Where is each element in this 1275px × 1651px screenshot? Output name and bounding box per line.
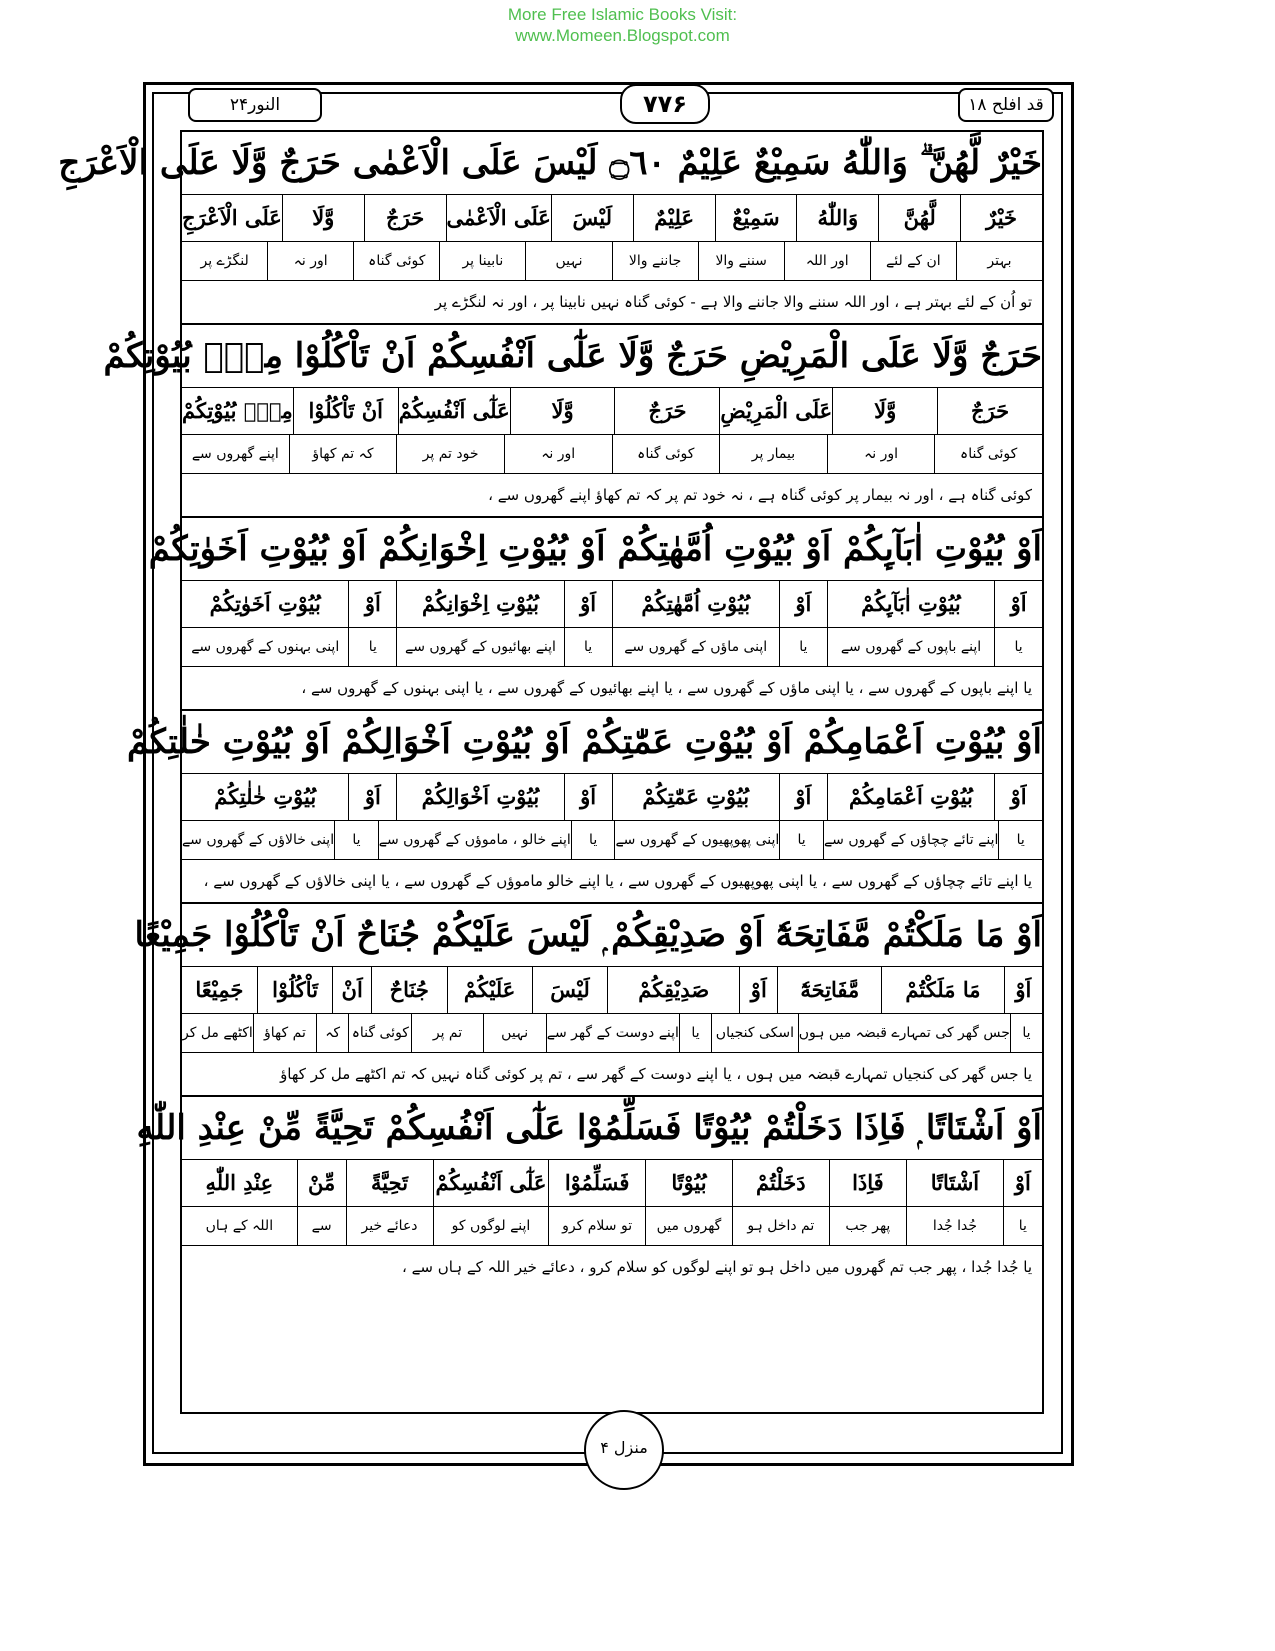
- arabic-word: بُيُوْتِ اِخْوَانِكُمْ: [396, 581, 563, 627]
- word-row: [182, 967, 1042, 1014]
- verse-block-6: [136, 1097, 1042, 1288]
- urdu-meaning: اپنے دوست کے گھر سے: [546, 1014, 679, 1052]
- arabic-word: خَيْرٌ: [960, 195, 1042, 241]
- meaning-row: [182, 1014, 1042, 1053]
- urdu-meaning: اپنے گھروں سے: [191, 446, 279, 462]
- arabic-word: وَاللّٰهُ: [796, 195, 878, 241]
- arabic-word: اَوْ: [348, 774, 396, 820]
- urdu-meaning: یا: [779, 821, 823, 859]
- urdu-meaning: تم پر: [411, 1014, 482, 1052]
- arabic-word: بُيُوْتِ عَمّٰتِكُمْ: [612, 774, 779, 820]
- arabic-word: لَيْسَ: [551, 195, 633, 241]
- urdu-meaning: کوئی گناہ: [934, 435, 1042, 473]
- urdu-meaning: یا: [334, 821, 378, 859]
- manzil-marker: منزل ۴: [584, 1410, 664, 1490]
- verse-block-3: [148, 518, 1042, 711]
- arabic-verse-line: اَوْ مَا مَلَكْتُمْ مَّفَاتِحَهٗٓ اَوْ صَدِيْقِكُمْ ۭ لَيْسَ عَلَيْكُمْ جُنَاحٌ اَنْ تَاْكُلُوْا جَمِيْعًا: [182, 904, 1042, 967]
- urdu-meaning: اپنے خالو ، ماموؤں کے گھروں سے: [378, 821, 571, 859]
- arabic-word: اَوْ: [994, 581, 1042, 627]
- watermark-line-2: www.Momeen.Blogspot.com: [515, 26, 730, 45]
- arabic-word: اَوْ: [739, 967, 777, 1013]
- urdu-meaning: گھروں میں: [645, 1207, 732, 1245]
- page-number: ۷۷۶: [620, 84, 710, 124]
- arabic-word: عَلَى الْمَرِيْضِ: [719, 388, 832, 434]
- arabic-word: اَشْتَاتًا: [906, 1160, 1003, 1206]
- arabic-word: اَوْ: [1003, 1160, 1042, 1206]
- verse-table: [58, 130, 1044, 1414]
- arabic-verse-line: خَيْرٌ لَّهُنَّ ۗ وَاللّٰهُ سَمِيْعٌ عَلِيْمٌ ۝٦٠ لَيْسَ عَلَى الْاَعْمٰى حَرَجٌ وَّلَا عَلَى الْاَعْرَجِ: [182, 132, 1042, 195]
- arabic-word: اَوْ: [1004, 967, 1042, 1013]
- urdu-meaning: تم کھاؤ: [253, 1014, 316, 1052]
- urdu-meaning: یا: [994, 628, 1042, 666]
- urdu-meaning: اپنے تائے چچاؤں کے گھروں سے: [823, 821, 998, 859]
- arabic-word: فَاِذَا: [829, 1160, 907, 1206]
- arabic-word: اَوْ: [779, 774, 827, 820]
- urdu-meaning: اپنی پھوپھیوں کے گھروں سے: [614, 821, 779, 859]
- urdu-meaning: سننے والا: [698, 242, 784, 280]
- meaning-row: [182, 435, 1042, 474]
- urdu-translation: کوئی گناہ ہے ، اور نہ بیمار پر کوئی گناہ ہے ، نہ خود تم پر کہ تم کھاؤ اپنے گھروں سے ،: [488, 486, 1032, 504]
- arabic-word: عَلٰٓى اَنْفُسِكُمْ: [433, 1160, 549, 1206]
- urdu-meaning: یا: [1003, 1207, 1042, 1245]
- arabic-word: تَاْكُلُوْا: [257, 967, 333, 1013]
- arabic-word: اَوْ: [994, 774, 1042, 820]
- urdu-meaning: تم داخل ہو: [732, 1207, 829, 1245]
- urdu-meaning: کہ تم کھاؤ: [289, 435, 397, 473]
- arabic-word: جَمِيْعًا: [195, 977, 244, 1002]
- arabic-word: تَحِيَّةً: [346, 1160, 433, 1206]
- arabic-word: عَلِيْمٌ: [633, 195, 715, 241]
- meaning-row: [182, 821, 1042, 860]
- urdu-meaning: اپنی بہنوں کے گھروں سے: [191, 639, 340, 655]
- arabic-word: اَوْ: [564, 774, 612, 820]
- urdu-meaning: اپنی ماؤں کے گھروں سے: [612, 628, 779, 666]
- meaning-row: [182, 628, 1042, 667]
- urdu-meaning: اپنی خالاؤں کے گھروں سے: [181, 832, 335, 848]
- arabic-word: لَّهُنَّ: [878, 195, 960, 241]
- urdu-meaning: اور نہ: [504, 435, 612, 473]
- urdu-meaning: کہ: [316, 1014, 348, 1052]
- word-row: [182, 1160, 1042, 1207]
- verse-block-2: [103, 325, 1042, 518]
- arabic-word: حَرَجٌ: [364, 195, 446, 241]
- arabic-word: دَخَلْتُمْ: [732, 1160, 829, 1206]
- arabic-verse-line: اَوْ بُيُوْتِ اَعْمَامِكُمْ اَوْ بُيُوْتِ عَمّٰتِكُمْ اَوْ بُيُوْتِ اَخْوَالِكُمْ اَوْ بُيُوْتِ خٰلٰتِكُمْ: [182, 711, 1042, 774]
- arabic-word: مِّنْ: [297, 1160, 346, 1206]
- arabic-word: اَنْ تَاْكُلُوْا: [293, 388, 398, 434]
- arabic-word: لَيْسَ: [532, 967, 608, 1013]
- meaning-row: [182, 242, 1042, 281]
- urdu-meaning: بہتر: [956, 242, 1042, 280]
- urdu-meaning: جُدا جُدا: [906, 1207, 1003, 1245]
- arabic-word: عِنْدِ اللّٰهِ: [205, 1170, 274, 1195]
- urdu-meaning: نہیں: [525, 242, 611, 280]
- urdu-translation: تو اُن کے لئے بہتر ہے ، اور اللہ سننے والا جاننے والا ہے - کوئی گناہ نہیں نابینا پر ، اور نہ لنگڑے پر: [434, 293, 1032, 311]
- urdu-meaning: اپنے بھائیوں کے گھروں سے: [396, 628, 563, 666]
- urdu-translation: یا جس گھر کی کنجیاں تمہارے قبضہ میں ہوں ، یا اپنے دوست کے گھر سے ، تم پر کوئی گناہ نہیں کہ تم اکٹھے مل کر کھاؤ: [280, 1065, 1032, 1083]
- arabic-word: بُيُوْتِ اَعْمَامِكُمْ: [827, 774, 994, 820]
- urdu-meaning: کوئی گناہ: [612, 435, 720, 473]
- arabic-word: عَلٰٓى اَنْفُسِكُمْ: [398, 388, 510, 434]
- urdu-meaning: اپنے باپوں کے گھروں سے: [827, 628, 994, 666]
- arabic-word: مَا مَلَكْتُمْ: [881, 967, 1003, 1013]
- urdu-meaning: اسکی کنجیاں: [711, 1014, 798, 1052]
- urdu-meaning: جس گھر کی تمہارے قبضہ میں ہوں: [798, 1014, 1010, 1052]
- arabic-word: وَّلَا: [282, 195, 364, 241]
- arabic-word: مِنْۢ بُيُوْتِكُمْ: [181, 398, 293, 423]
- urdu-meaning: بیمار پر: [719, 435, 827, 473]
- arabic-word: مَّفَاتِحَهٗٓ: [777, 967, 881, 1013]
- arabic-word: صَدِيْقِكُمْ: [607, 967, 739, 1013]
- arabic-word: فَسَلِّمُوْا: [548, 1160, 645, 1206]
- arabic-word: بُيُوْتِ اُمَّهٰتِكُمْ: [612, 581, 779, 627]
- arabic-word: بُيُوْتِ اَخَوٰتِكُمْ: [209, 591, 321, 616]
- verse-block-5: [134, 904, 1042, 1097]
- urdu-meaning: تو سلام کرو: [548, 1207, 645, 1245]
- meaning-row: [182, 1207, 1042, 1246]
- urdu-meaning: ان کے لئے: [870, 242, 956, 280]
- urdu-meaning: یا: [779, 628, 827, 666]
- surah-name-badge: النور۲۴: [188, 88, 322, 122]
- urdu-meaning: نابینا پر: [439, 242, 525, 280]
- arabic-word: عَلَى الْاَعْمٰى: [446, 195, 551, 241]
- arabic-word: اَوْ: [348, 581, 396, 627]
- watermark-line-1: More Free Islamic Books Visit:: [507, 5, 738, 24]
- urdu-translation: یا اپنے تائے چچاؤں کے گھروں سے ، یا اپنی پھوپھیوں کے گھروں سے ، یا اپنے خالو ماموؤں کے گھروں سے ، یا اپنی خالاؤں کے گھروں سے ،: [203, 872, 1032, 890]
- urdu-meaning: یا: [679, 1014, 711, 1052]
- arabic-verse-line: حَرَجٌ وَّلَا عَلَى الْمَرِيْضِ حَرَجٌ وَّلَا عَلٰٓى اَنْفُسِكُمْ اَنْ تَاْكُلُوْا مِنْۢ بُيُوْتِكُمْ: [182, 325, 1042, 388]
- urdu-meaning: خود تم پر: [396, 435, 504, 473]
- word-row: [182, 195, 1042, 242]
- arabic-word: وَّلَا: [510, 388, 615, 434]
- urdu-meaning: سے: [297, 1207, 346, 1245]
- para-name-badge: قد افلح ۱۸: [958, 88, 1054, 122]
- arabic-word: حَرَجٌ: [614, 388, 719, 434]
- arabic-word: بُيُوْتِ اٰبَآىِٕكُمْ: [827, 581, 994, 627]
- arabic-word: سَمِيْعٌ: [715, 195, 797, 241]
- arabic-word: اَوْ: [779, 581, 827, 627]
- word-row: [182, 774, 1042, 821]
- arabic-word: عَلَيْكُمْ: [447, 967, 532, 1013]
- arabic-word: بُيُوْتِ خٰلٰتِكُمْ: [214, 784, 317, 809]
- urdu-meaning: کوئی گناہ: [348, 1014, 411, 1052]
- urdu-meaning: اور نہ: [267, 242, 353, 280]
- arabic-word: حَرَجٌ: [937, 388, 1042, 434]
- urdu-meaning: اللہ کے ہاں: [205, 1218, 274, 1234]
- arabic-word: وَّلَا: [832, 388, 937, 434]
- urdu-meaning: اور نہ: [827, 435, 935, 473]
- arabic-word: بُيُوْتًا: [645, 1160, 732, 1206]
- urdu-meaning: لنگڑے پر: [200, 253, 249, 269]
- arabic-verse-line: اَوْ اَشْتَاتًا ۭ فَاِذَا دَخَلْتُمْ بُيُوْتًا فَسَلِّمُوْا عَلٰٓى اَنْفُسِكُمْ تَحِيَّةً مِّنْ عِنْدِ اللّٰهِ: [182, 1097, 1042, 1160]
- urdu-meaning: اکٹھے مل کر: [181, 1025, 253, 1041]
- arabic-word: اَوْ: [564, 581, 612, 627]
- urdu-meaning: پھر جب: [829, 1207, 907, 1245]
- urdu-meaning: یا: [564, 628, 612, 666]
- urdu-meaning: دعائے خیر: [346, 1207, 433, 1245]
- urdu-meaning: اپنے لوگوں کو: [433, 1207, 549, 1245]
- urdu-meaning: یا: [348, 628, 396, 666]
- urdu-translation: یا اپنے باپوں کے گھروں سے ، یا اپنی ماؤں کے گھروں سے ، یا اپنے بھائیوں کے گھروں سے ، یا اپنی بہنوں کے گھروں سے ،: [301, 679, 1032, 697]
- arabic-word: بُيُوْتِ اَخْوَالِكُمْ: [396, 774, 563, 820]
- urdu-meaning: یا: [571, 821, 615, 859]
- word-row: [182, 388, 1042, 435]
- watermark: [0, 4, 1245, 46]
- urdu-meaning: جاننے والا: [612, 242, 698, 280]
- urdu-meaning: یا: [998, 821, 1042, 859]
- verse-block-4: [127, 711, 1042, 904]
- verse-block-1: [58, 132, 1042, 325]
- urdu-meaning: کوئی گناہ: [353, 242, 439, 280]
- arabic-word: اَنْ: [332, 967, 370, 1013]
- urdu-meaning: یا: [1010, 1014, 1042, 1052]
- word-row: [182, 581, 1042, 628]
- arabic-word: جُنَاحٌ: [371, 967, 447, 1013]
- urdu-meaning: اور اللہ: [784, 242, 870, 280]
- urdu-translation: یا جُدا جُدا ، پھر جب تم گھروں میں داخل ہو تو اپنے لوگوں کو سلام کرو ، دعائے خیر اللہ کے ہاں سے ،: [402, 1258, 1032, 1276]
- arabic-word: عَلَى الْاَعْرَجِ: [182, 205, 282, 230]
- arabic-verse-line: اَوْ بُيُوْتِ اٰبَآىِٕكُمْ اَوْ بُيُوْتِ اُمَّهٰتِكُمْ اَوْ بُيُوْتِ اِخْوَانِكُمْ اَوْ بُيُوْتِ اَخَوٰتِكُمْ: [182, 518, 1042, 581]
- urdu-meaning: نہیں: [483, 1014, 546, 1052]
